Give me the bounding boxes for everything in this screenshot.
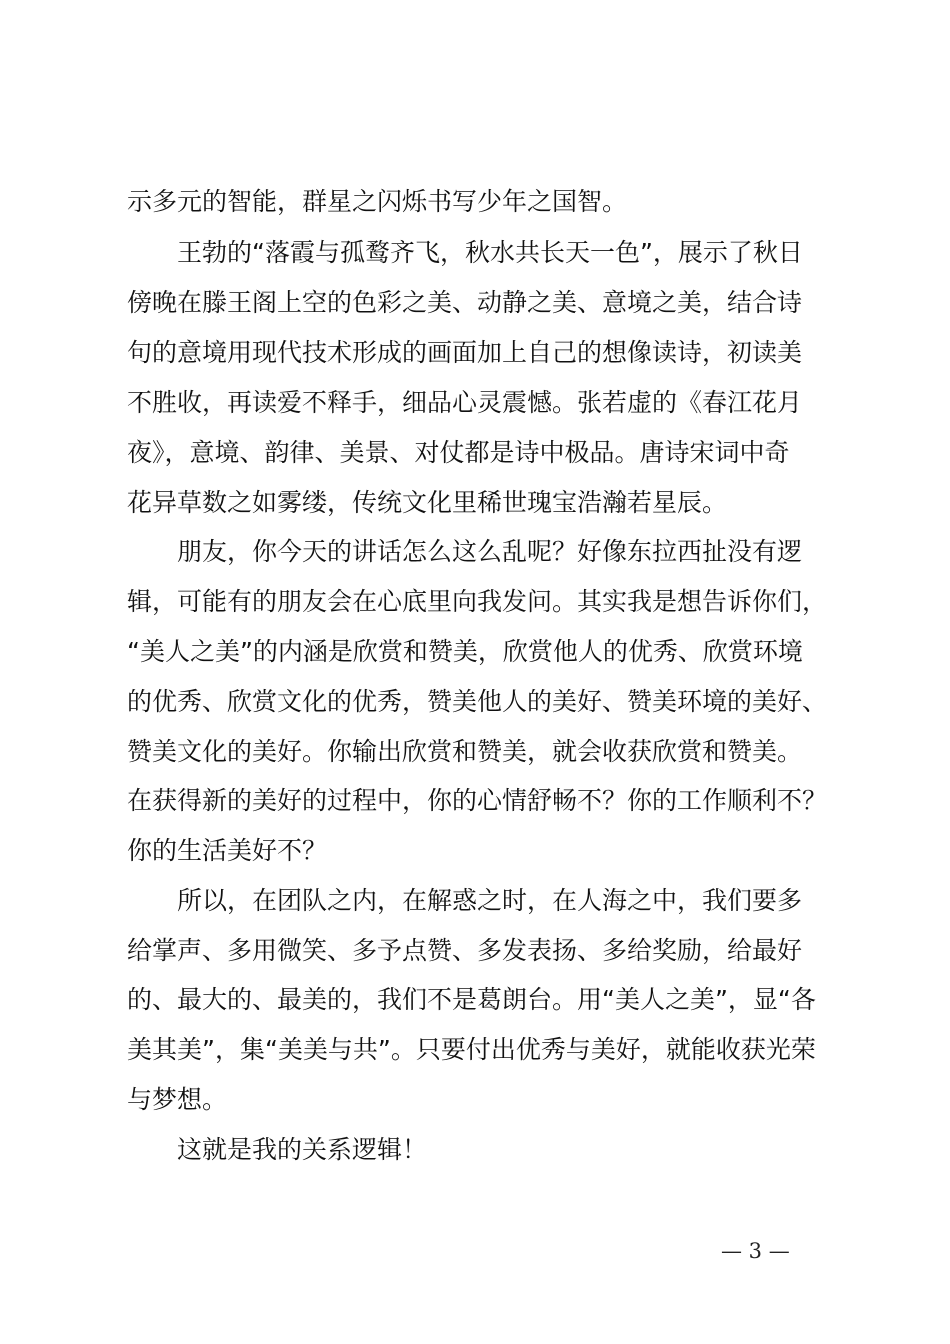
text-line: 你的生活美好不？ bbox=[127, 836, 328, 865]
text-line: 所以，在团队之内，在解惑之时，在人海之中，我们要多 bbox=[127, 886, 803, 915]
text-line: 给掌声、多用微笑、多予点赞、多发表扬、多给奖励，给最好 bbox=[127, 936, 803, 965]
text-line: 不胜收，再读爱不释手，细品心灵震憾。张若虚的《春江花月 bbox=[127, 388, 803, 417]
text-line: 美其美”，集“美美与共”。只要付出优秀与美好，就能收获光荣 bbox=[127, 1035, 816, 1064]
text-line: 夜》，意境、韵律、美景、对仗都是诗中极品。唐诗宋词中奇 bbox=[127, 438, 790, 467]
page-number: — 3 — bbox=[721, 1239, 790, 1263]
text-line: 的、最大的、最美的，我们不是葛朗台。用“美人之美”，显“各 bbox=[127, 985, 816, 1014]
text-line: 与梦想。 bbox=[127, 1085, 228, 1114]
text-line: 王勃的“落霞与孤鹜齐飞，秋水共长天一色”，展示了秋日 bbox=[127, 238, 803, 267]
text-line: 示多元的智能，群星之闪烁书写少年之国智。 bbox=[127, 187, 628, 216]
text-line: 句的意境用现代技术形成的画面加上自己的想像读诗，初读美 bbox=[127, 338, 803, 367]
text-line: 这就是我的关系逻辑！ bbox=[127, 1135, 428, 1164]
text-line: 朋友，你今天的讲话怎么这么乱呢？好像东拉西扯没有逻 bbox=[127, 537, 803, 566]
text-line: 在获得新的美好的过程中，你的心情舒畅不？你的工作顺利不？ bbox=[127, 786, 828, 815]
text-line: 花异草数之如雾缕，传统文化里稀世瑰宝浩瀚若星辰。 bbox=[127, 488, 728, 517]
text-line: “美人之美”的内涵是欣赏和赞美，欣赏他人的优秀、欣赏环境 bbox=[127, 637, 803, 666]
text-line: 辑，可能有的朋友会在心底里向我发问。其实我是想告诉你们， bbox=[127, 587, 828, 616]
text-line: 的优秀、欣赏文化的优秀，赞美他人的美好、赞美环境的美好、 bbox=[127, 687, 828, 716]
text-line: 傍晚在滕王阁上空的色彩之美、动静之美、意境之美，结合诗 bbox=[127, 288, 803, 317]
text-line: 赞美文化的美好。你输出欣赏和赞美，就会收获欣赏和赞美。 bbox=[127, 737, 803, 766]
